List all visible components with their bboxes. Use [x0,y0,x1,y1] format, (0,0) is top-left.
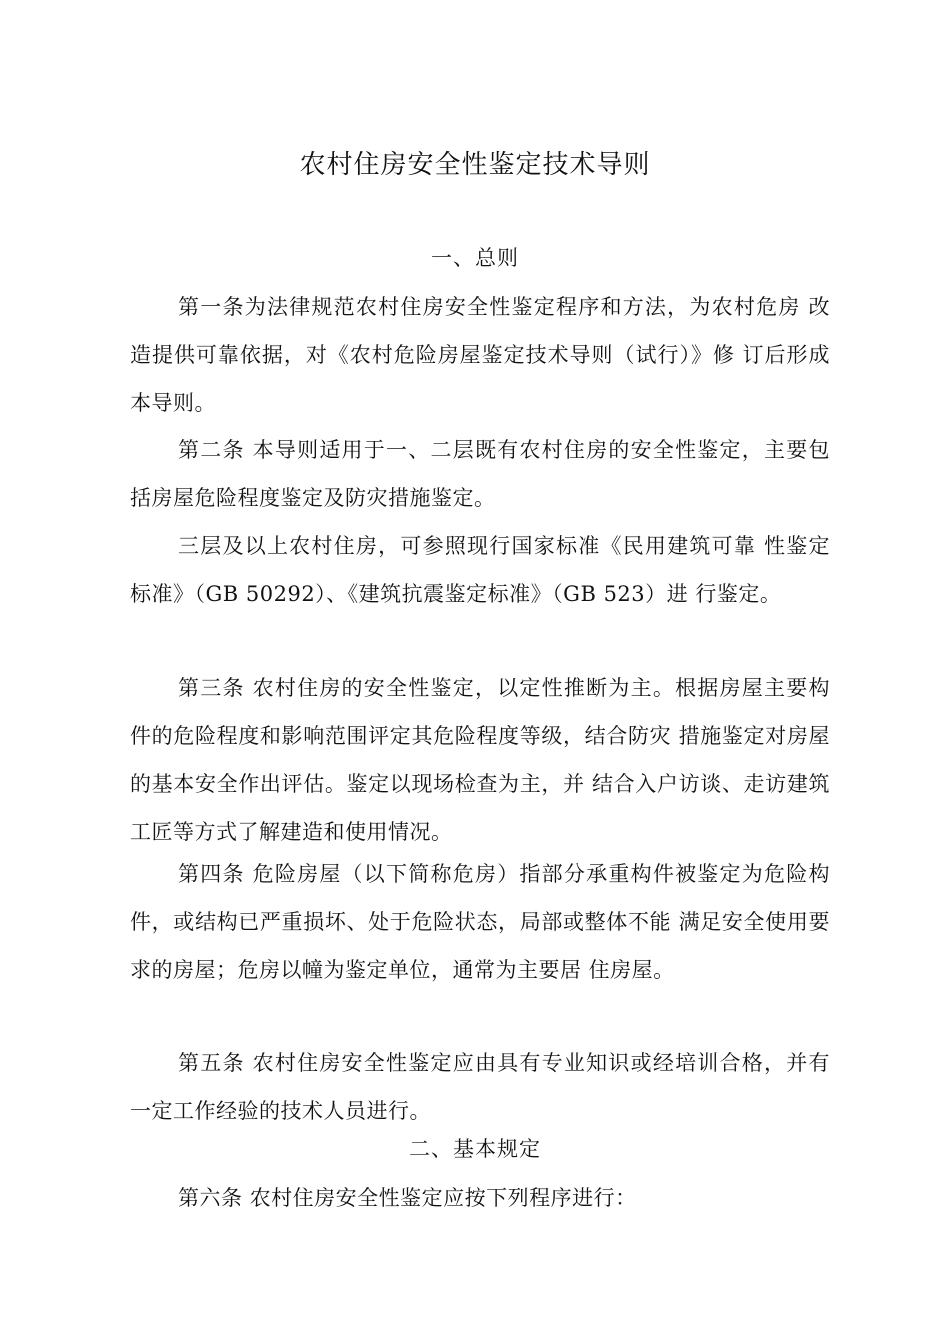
paragraph-article-1: 第一条为法律规范农村住房安全性鉴定程序和方法，为农村危房 改造提供可靠依据，对《农村危险房屋鉴定技术导则（试行）》修 订后形成本导则。 [130,295,830,415]
paragraph-article-2: 第二条 本导则适用于一、二层既有农村住房的安全性鉴定，主要包括房屋危险程度鉴定及防灾措施鉴定。 [130,438,830,510]
section-heading-general: 一、总则 [431,246,519,270]
paragraph-article-2-note: 三层及以上农村住房，可参照现行国家标准《民用建筑可靠 性鉴定标准》（GB 50292）、《建筑抗震鉴定标准》（GB 523）进 行鉴定。 [130,534,830,606]
paragraph-article-3: 第三条 农村住房的安全性鉴定，以定性推断为主。根据房屋主要构件的危险程度和影响范围评定其危险程度等级，结合防灾 措施鉴定对房屋的基本安全作出评估。鉴定以现场检查为主，并 结合入户访谈、走访建筑工匠等方式了解建造和使用情况。 [130,676,830,844]
paragraph-article-6: 第六条 农村住房安全性鉴定应按下列程序进行： [178,1186,637,1210]
paragraph-article-5: 第五条 农村住房安全性鉴定应由具有专业知识或经培训合格，并有一定工作经验的技术人员进行。 [130,1051,830,1123]
paragraph-article-4: 第四条 危险房屋（以下简称危房）指部分承重构件被鉴定为危险构件，或结构已严重损坏、处于危险状态，局部或整体不能 满足安全使用要求的房屋；危房以幢为鉴定单位，通常为主要居 住房屋。 [130,862,830,982]
section-heading-basic-rules: 二、基本规定 [409,1137,541,1161]
document-title: 农村住房安全性鉴定技术导则 [299,150,651,180]
